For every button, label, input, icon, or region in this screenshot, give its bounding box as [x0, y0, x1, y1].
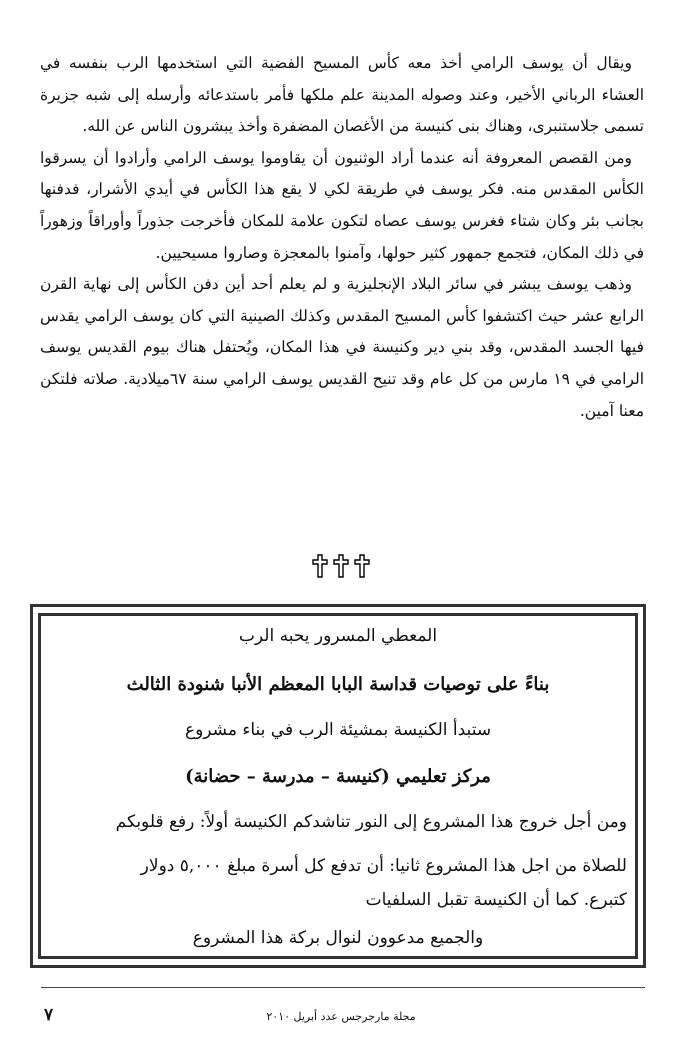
cross-icon: [353, 554, 371, 578]
magazine-title: مجلة مارجرجس عدد أبريل ٢٠١٠: [266, 1010, 416, 1023]
page-number: ٧: [44, 1005, 54, 1025]
cross-icon: [311, 554, 329, 578]
footer-divider: [41, 987, 645, 988]
announcement-papal-note: بناءً على توصيات قداسة البابا المعظم الأنبا شنودة الثالث: [126, 674, 550, 695]
paragraph-3: وذهب يوسف يبشر في سائر البلاد الإنجليزية و لم يعلم أحد أين دفن الكأس إلى نهاية القرن الرابع عشر حيث اكتشفوا كأس المسيح المقدس وكذلك الصينية التي كان يوسف الرامي يقدس فيها الجسد المقدس، وقد بني دير وكنيسة في هذا المكان، ويُحتفل هناك بيوم القديس يوسف الرامي في ١٩ مارس من كل عام وقد تنيح القديس يوسف الرامي سنة ٦٧ميلادية. صلاته فلتكن معنا آمين.: [40, 275, 645, 420]
announcement-project-title: مركز تعليمي (كنيسة – مدرسة – حضانة): [185, 766, 491, 787]
cross-icon: [332, 554, 350, 578]
announcement-appeal-1: ومن أجل خروج هذا المشروع إلى النور تناشدكم الكنيسة أولاً: رفع قلوبكم: [115, 812, 627, 832]
announcement-appeal-3: كتبرع. كما أن الكنيسة تقبل السلفيات: [365, 890, 627, 910]
announcement-verse: المعطي المسرور يحبه الرب: [238, 626, 438, 646]
article-text: [40, 48, 644, 427]
paragraph-2: ومن القصص المعروفة أنه عندما أراد الوثنيون أن يقاوموا يوسف الرامي وأرادوا أن يسرقوا الكأس المقدس منه. فكر يوسف في طريقة لكي لا يقع هذا الكأس في أيدي الأشرار، فدفنها بجانب بئر وكان شتاء فغرس يوسف عصاه لتكون علامة للمكان فأخرجت جذوراً وأوراقاً وزهوراً في ذلك المكان، فتجمع جمهور كثير حولها، وآمنوا بالمعجزة وصاروا مسيحيين.: [40, 148, 644, 262]
paragraph-1: ويقال أن يوسف الرامي أخذ معه كأس المسيح الفضية التي استخدمها الرب بنفسه في العشاء الرباني الأخير، وعند وصوله المدينة علم ملكها فأمر باستدعائه وأرسله إلى شبه جزيرة تسمى جلاستنبرى، وهناك بنى كنيسة من الأغصان المضفرة وأخذ يبشرون الناس عن الله.: [40, 54, 644, 136]
section-separator: [0, 554, 682, 590]
announcement-closing: والجميع مدعوون لنوال بركة هذا المشروع: [192, 928, 484, 948]
announcement-box: [38, 613, 638, 959]
announcement-intro: ستبدأ الكنيسة بمشيئة الرب في بناء مشروع: [184, 720, 492, 740]
announcement-appeal-2: للصلاة من اجل هذا المشروع ثانيا: أن تدفع كل أسرة مبلغ ٥,٠٠٠ دولار: [140, 856, 627, 876]
